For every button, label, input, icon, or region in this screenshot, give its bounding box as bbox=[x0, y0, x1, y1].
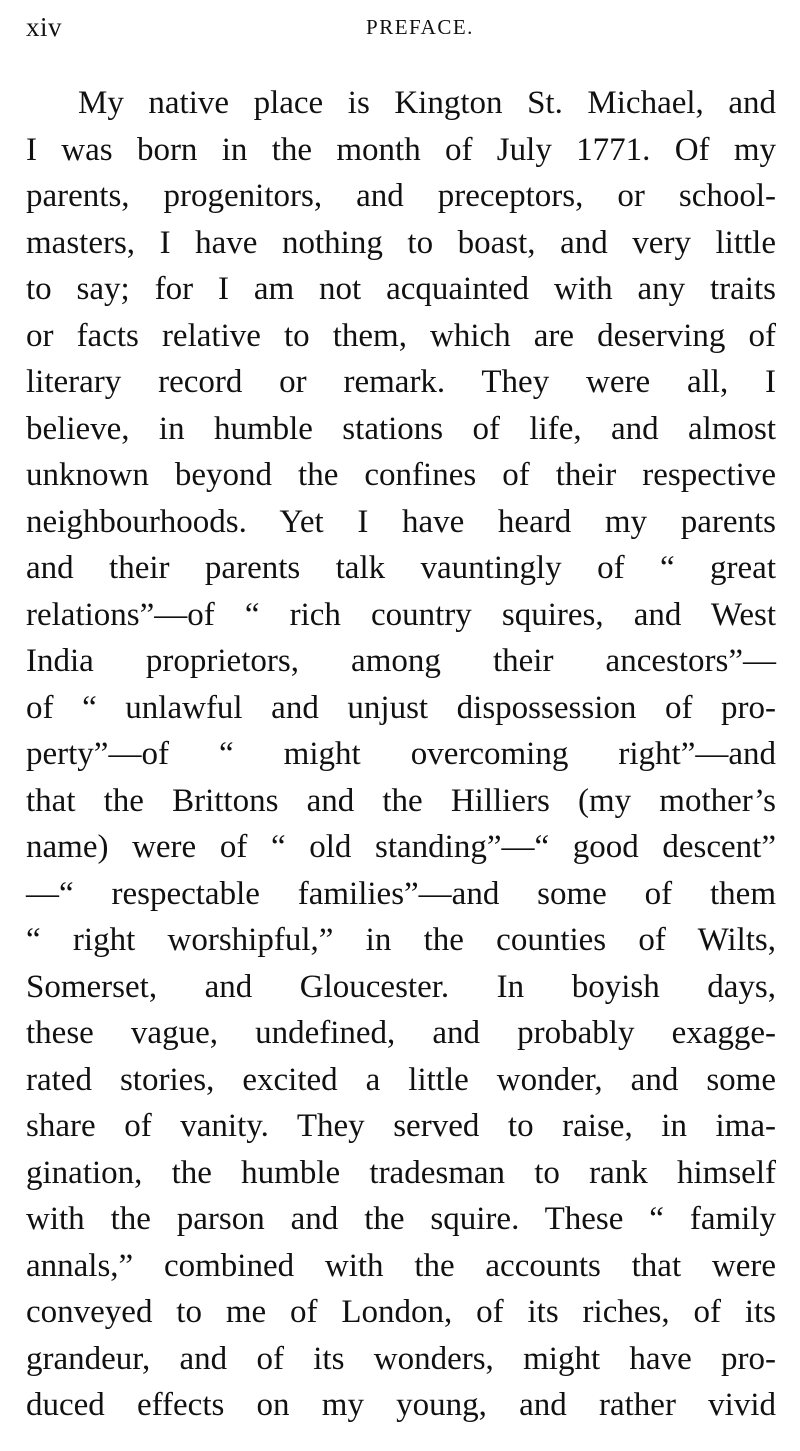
text-line: India proprietors, among their ancestors”— bbox=[26, 643, 776, 679]
text-line: annals,” combined with the accounts that were bbox=[26, 1247, 776, 1284]
text-line: My native place is Kington St. Michael, and bbox=[78, 85, 776, 121]
text-line: with the parson and the squire. These “ family bbox=[26, 1201, 776, 1237]
text-line: relations”—of “ rich country squires, and West bbox=[26, 596, 776, 633]
text-line: conveyed to me of London, of its riches, of its bbox=[26, 1294, 776, 1330]
text-line: name) were of “ old standing”—“ good descent” bbox=[26, 829, 776, 865]
section-title: PREFACE. bbox=[366, 15, 474, 39]
page-number: xiv bbox=[26, 12, 63, 42]
text-line: I was born in the month of July 1771. Of my bbox=[26, 131, 776, 168]
text-line: “ right worshipful,” in the counties of Wilts, bbox=[26, 922, 776, 958]
text-line: grandeur, and of its wonders, might have pro- bbox=[26, 1340, 776, 1377]
text-line: believe, in humble stations of life, and almost bbox=[26, 410, 776, 447]
text-line: masters, I have nothing to boast, and very little bbox=[26, 224, 776, 261]
text-line: share of vanity. They served to raise, in ima- bbox=[26, 1108, 776, 1144]
text-line: unknown beyond the confines of their respective bbox=[26, 457, 776, 493]
text-line: literary record or remark. They were all, I bbox=[26, 364, 776, 400]
text-line: perty”—of “ might overcoming right”—and bbox=[26, 736, 776, 772]
text-line: duced effects on my young, and rather vivid bbox=[26, 1387, 776, 1423]
text-line: or facts relative to them, which are deserving of bbox=[26, 317, 776, 354]
text-line: these vague, undefined, and probably exagge- bbox=[26, 1015, 776, 1051]
text-line: and their parents talk vauntingly of “ great bbox=[26, 550, 776, 586]
running-head bbox=[26, 12, 774, 44]
text-line: rated stories, excited a little wonder, and some bbox=[26, 1061, 776, 1098]
text-line: Somerset, and Gloucester. In boyish days, bbox=[26, 968, 776, 1005]
text-line: —“ respectable families”—and some of them bbox=[26, 875, 776, 912]
text-line: that the Brittons and the Hilliers (my mother’s bbox=[26, 782, 776, 819]
body-paragraph bbox=[26, 80, 776, 1429]
text-line: gination, the humble tradesman to rank himself bbox=[26, 1154, 776, 1191]
text-line: of “ unlawful and unjust dispossession of pro- bbox=[26, 689, 776, 726]
text-line: neighbourhoods. Yet I have heard my parents bbox=[26, 503, 776, 540]
text-line: to say; for I am not acquainted with any traits bbox=[26, 271, 776, 307]
text-line: parents, progenitors, and preceptors, or school- bbox=[26, 178, 776, 214]
